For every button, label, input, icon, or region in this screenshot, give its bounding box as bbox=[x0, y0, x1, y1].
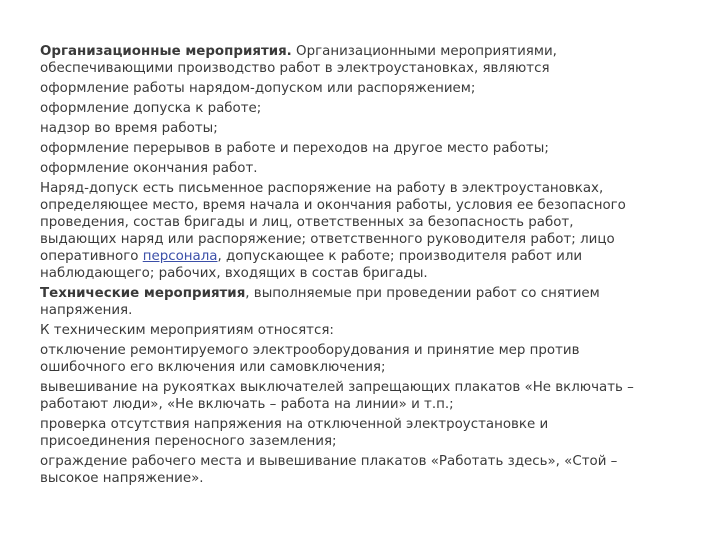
tech-item-line: присоединения переносного заземления; bbox=[40, 434, 337, 449]
tech-intro-line-2: напряжения. bbox=[40, 303, 133, 318]
org-item: оформление допуска к работе; bbox=[40, 101, 262, 116]
naryad-line: наблюдающего; рабочих, входящих в состав бригады. bbox=[40, 266, 428, 281]
tech-item-line: ошибочного его включения или самовключения; bbox=[40, 360, 386, 375]
tech-item bbox=[40, 342, 655, 376]
org-heading: Организационные мероприятия. bbox=[40, 44, 292, 59]
tech-item-line: высокое напряжение». bbox=[40, 471, 204, 486]
tech-item bbox=[40, 379, 655, 413]
tech-intro-line-1 bbox=[40, 285, 655, 302]
naryad-line: определяющее место, время начала и окончания работы, условия ее безопасного bbox=[40, 198, 626, 213]
personnel-link[interactable]: персонала bbox=[142, 249, 218, 264]
org-item: оформление перерывов в работе и переходов на другое место работы; bbox=[40, 141, 549, 156]
tech-item bbox=[40, 416, 655, 450]
org-item: оформление окончания работ. bbox=[40, 161, 258, 176]
naryad-paragraph bbox=[40, 180, 655, 282]
tech-intro-paragraph bbox=[40, 285, 655, 319]
org-intro-line-1 bbox=[40, 43, 655, 60]
naryad-line: проведения, состав бригады и лиц, ответственных за безопасность работ, bbox=[40, 215, 574, 230]
org-intro-line-2: обеспечивающими производство работ в электроустановках, являются bbox=[40, 61, 550, 76]
naryad-line-5 bbox=[40, 248, 655, 265]
org-intro-paragraph bbox=[40, 43, 655, 77]
org-intro-text: Организационными мероприятиями, bbox=[291, 44, 557, 59]
slide-body bbox=[40, 43, 655, 490]
naryad-line-5-start: оперативного bbox=[40, 249, 143, 264]
tech-list-intro: К техническим мероприятиям относятся: bbox=[40, 323, 334, 338]
tech-item-line: отключение ремонтируемого электрооборудования и принятие мер против bbox=[40, 343, 580, 358]
tech-item-line: проверка отсутствия напряжения на отключенной электроустановке и bbox=[40, 417, 549, 432]
tech-item-line: вывешивание на рукоятках выключателей запрещающих плакатов «Не включать – bbox=[40, 380, 634, 395]
naryad-line-5-end: , допускающее к работе; производителя работ или bbox=[217, 249, 583, 264]
org-item: надзор во время работы; bbox=[40, 121, 218, 136]
tech-item-line: работают люди», «Не включать – работа на линии» и т.п.; bbox=[40, 397, 454, 412]
naryad-line: выдающих наряд или распоряжение; ответственного руководителя работ; лицо bbox=[40, 232, 615, 247]
tech-heading: Технические мероприятия bbox=[40, 286, 246, 301]
tech-item bbox=[40, 453, 655, 487]
tech-intro-text: , выполняемые при проведении работ со снятием bbox=[245, 286, 600, 301]
org-item: оформление работы нарядом-допуском или распоряжением; bbox=[40, 81, 476, 96]
naryad-line: Наряд-допуск есть письменное распоряжение на работу в электроустановках, bbox=[40, 181, 604, 196]
tech-item-line: ограждение рабочего места и вывешивание плакатов «Работать здесь», «Стой – bbox=[40, 454, 618, 469]
